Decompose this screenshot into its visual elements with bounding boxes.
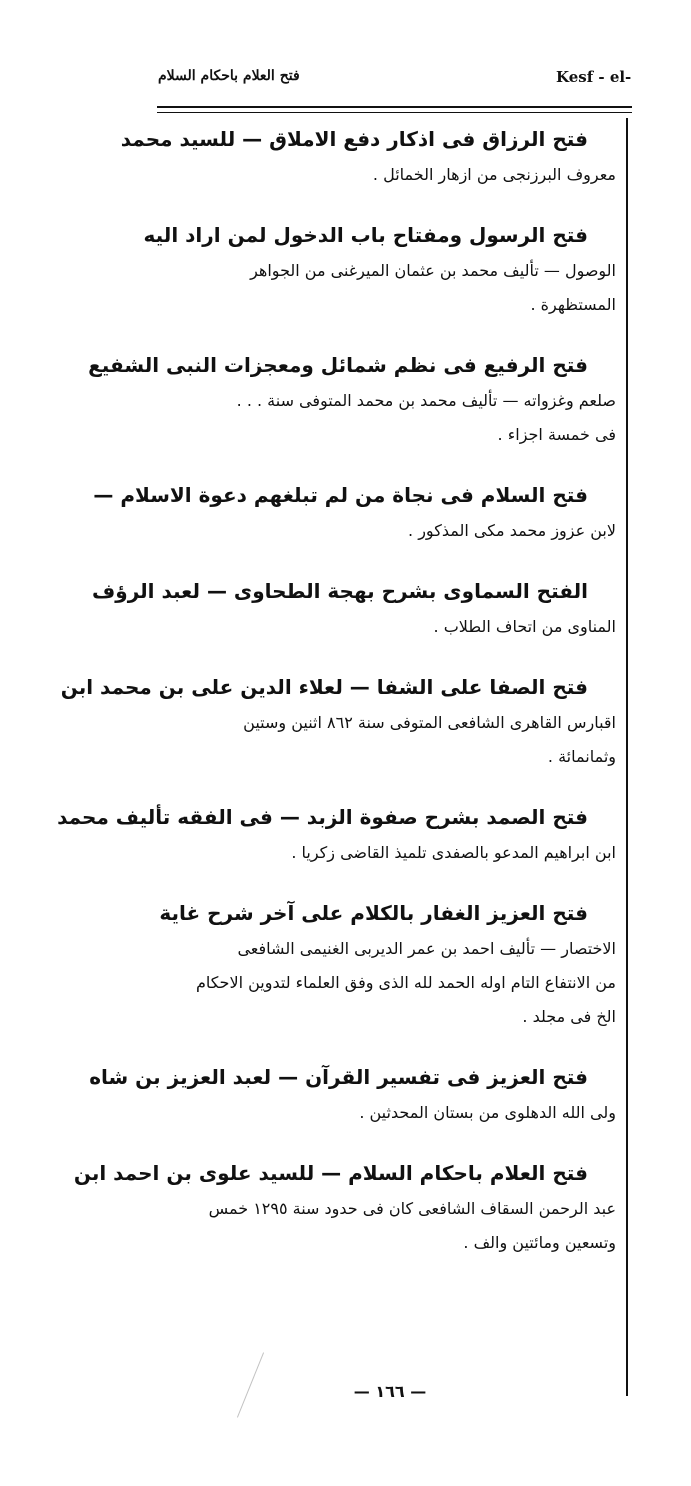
entry-text-line: من الانتفاع التام اوله الحمد لله الذى وفق العلماء لتدوين الاحكام bbox=[195, 973, 616, 992]
bibliography-entry bbox=[120, 120, 616, 192]
entry-text-line: معروف البرزنجى من ازهار الخمائل . bbox=[372, 165, 616, 184]
entry-text-line: الاختصار — تأليف احمد بن عمر الديربى الغنيمى الشافعى bbox=[237, 939, 616, 958]
entry-text-line: الخ فى مجلد . bbox=[522, 1007, 616, 1026]
entry-title-line: فتح العلام باحكام السلام — للسيد علوى بن احمد ابن bbox=[73, 1161, 588, 1185]
entry-title-line: فتح الصفا على الشفا — لعلاء الدين على بن محمد ابن bbox=[60, 675, 588, 699]
entry-text-line: المناوى من اتحاف الطلاب . bbox=[433, 617, 616, 636]
entry-text-line: الوصول — تأليف محمد بن عثمان الميرغنى من الجواهر bbox=[250, 261, 616, 280]
bibliography-entry bbox=[143, 216, 616, 322]
bibliography-entry bbox=[93, 476, 616, 548]
running-header-title: فتح العلام باحكام السلام bbox=[158, 68, 300, 84]
entry-text-line: عبد الرحمن السقاف الشافعى كان فى حدود سنة ١٢٩٥ خمس bbox=[208, 1199, 616, 1218]
entry-title-line: الفتح السماوى بشرح بهجة الطحاوى — لعبد الرؤف bbox=[92, 579, 588, 603]
entry-text-line: ولى الله الدهلوى من بستان المحدثين . bbox=[359, 1103, 616, 1122]
entry-text-line: المستظهرة . bbox=[530, 295, 616, 314]
entry-title-line: فتح الرزاق فى اذكار دفع الاملاق — للسيد محمد bbox=[120, 127, 588, 151]
running-header-latin: Kesf - el- bbox=[556, 68, 632, 86]
entries-list bbox=[57, 120, 616, 1284]
bibliography-entry bbox=[88, 346, 616, 452]
entry-title-line: فتح الصمد بشرح صفوة الزبد — فى الفقه تأليف محمد bbox=[57, 805, 588, 829]
bibliography-entry bbox=[160, 894, 616, 1034]
paper-mark bbox=[237, 1352, 264, 1417]
entry-text-line: وتسعين ومائتين والف . bbox=[463, 1233, 616, 1252]
entry-title-line: فتح العزيز الغفار بالكلام على آخر شرح غاية bbox=[159, 901, 588, 925]
entry-text-line: فى خمسة اجزاء . bbox=[497, 425, 616, 444]
page-number: — ١٦٦ — bbox=[353, 1382, 427, 1401]
bibliography-entry bbox=[89, 1058, 616, 1130]
header-rule bbox=[157, 106, 632, 113]
entry-text-line: صلعم وغزواته — تأليف محمد بن محمد المتوفى سنة . . . bbox=[236, 391, 616, 410]
entry-text-line: وثمانمائة . bbox=[547, 747, 616, 766]
entry-text-line: لابن عزوز محمد مكى المذكور . bbox=[408, 521, 616, 540]
entry-title-line: فتح السلام فى نجاة من لم تبلغهم دعوة الاسلام — bbox=[93, 483, 588, 507]
bibliography-entry bbox=[60, 668, 616, 774]
entry-text-line: ابن ابراهيم المدعو بالصفدى تلميذ القاضى زكريا . bbox=[291, 843, 616, 862]
entry-text-line: اقبارس القاهرى الشافعى المتوفى سنة ٨٦٢ اثنين وستين bbox=[243, 713, 616, 732]
bibliography-entry bbox=[73, 1154, 616, 1260]
entry-title-line: فتح الرسول ومفتاح باب الدخول لمن اراد اليه bbox=[143, 223, 588, 247]
entry-title-line: فتح العزيز فى تفسير القرآن — لعبد العزيز بن شاه bbox=[89, 1065, 588, 1089]
margin-rule bbox=[626, 118, 628, 1396]
bibliography-entry bbox=[57, 798, 616, 870]
bibliography-entry bbox=[92, 572, 616, 644]
entry-title-line: فتح الرفيع فى نظم شمائل ومعجزات النبى الشفيع bbox=[88, 353, 588, 377]
